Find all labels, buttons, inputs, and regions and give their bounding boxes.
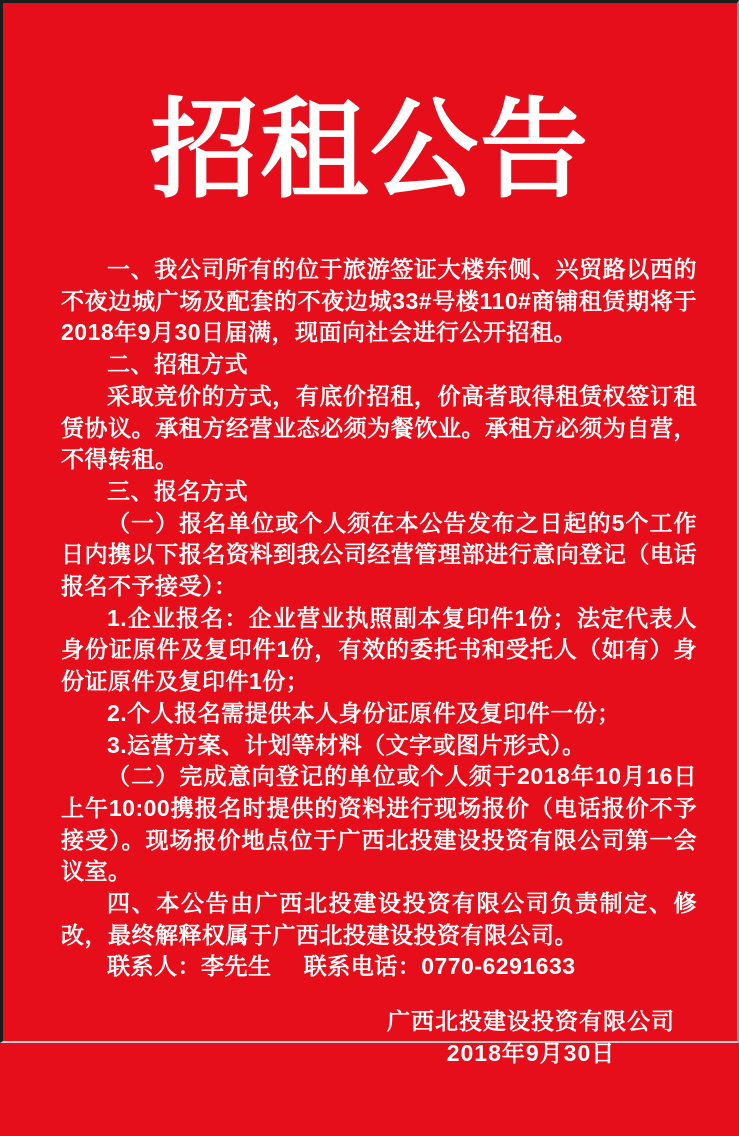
contact-phone-number: 0770-6291633 (421, 953, 576, 980)
signature-date: 2018年9月30日 (446, 1039, 616, 1066)
contact-line (61, 951, 697, 983)
contact-person-name: 李先生 (201, 953, 272, 980)
para-property-lease-intro: 一、我公司所有的位于旅游签证大楼东侧、兴贸路以西的不夜边城广场及配套的不夜边城33#号楼110#商铺租赁期将于2018年9月30日届满，现面向社会进行公开招租。 (61, 256, 697, 346)
contact-phone-group (304, 953, 576, 979)
para-heading-rental-method: 二、招租方式 (107, 351, 248, 378)
announcement-body (61, 254, 697, 983)
signature-company: 广西北投建设投资有限公司 (387, 1008, 675, 1035)
para-operation-plan-materials: 3.运营方案、计划等材料（文字或图片形式）。 (107, 731, 586, 758)
poster-title: 招租公告 (149, 92, 590, 211)
signature-inner (387, 1006, 675, 1069)
para-final-interpretation: 四、本公告由广西北投建设投资有限公司负责制定、修改，最终解释权属于广西北投建设投资有限公司。 (61, 890, 697, 948)
para-individual-materials: 2.个人报名需提供本人身份证原件及复印件一份； (107, 699, 621, 726)
para-registration-step-1: （一）报名单位或个人须在本公告发布之日起的5个工作日内携以下报名资料到我公司经营管理部进行意向登记（电话报名不予接受）： (61, 509, 697, 600)
para-registration-step-2: （二）完成意向登记的单位或个人须于2018年10月16日上午10:00携报名时提供的资料进行现场报价（电话报价不予接受）。现场报价地点位于广西北投建设投资有限公司第一会议室。 (61, 763, 697, 885)
contact-person-label: 联系人： (107, 953, 201, 980)
signature-block (3, 1006, 675, 1069)
rental-announcement-poster (3, 92, 737, 1136)
para-enterprise-materials: 1.企业报名：企业营业执照副本复印件1份；法定代表人身份证原件及复印件1份，有效的委托书和受托人（如有）身份证原件及复印件1份； (61, 604, 697, 695)
contact-phone-label: 联系电话： (303, 953, 422, 980)
para-heading-registration-method: 三、报名方式 (107, 477, 248, 504)
para-rental-method-detail: 采取竞价的方式，有底价招租，价高者取得租赁权签订租赁协议。承租方经营业态必须为餐饮业。承租方必须为自营，不得转租。 (61, 382, 697, 473)
